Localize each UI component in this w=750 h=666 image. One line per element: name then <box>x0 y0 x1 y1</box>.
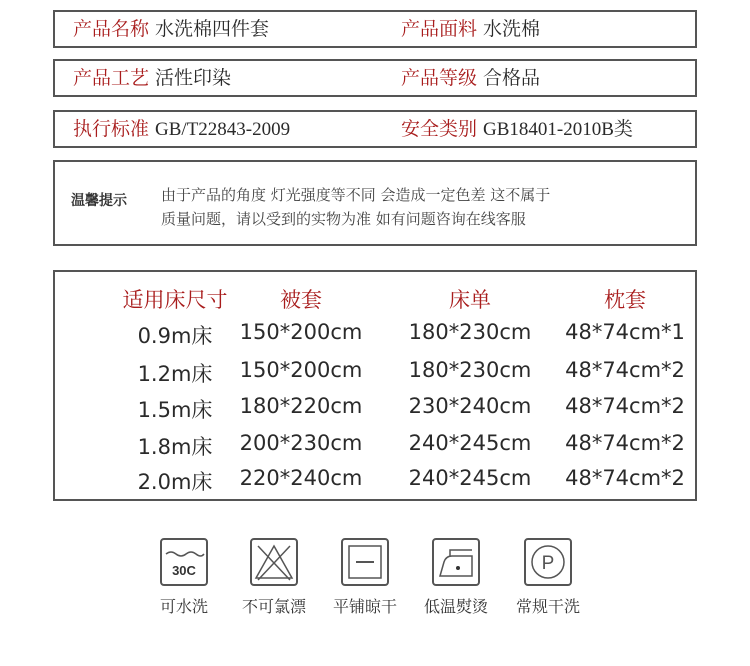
table-cell: 180*230cm <box>408 320 532 344</box>
flat-dry-icon <box>341 538 389 586</box>
table-cell: 1.5m床 <box>137 398 213 422</box>
header-bed-sheet: 床单 <box>449 288 491 312</box>
value-fabric: 水洗棉 <box>483 18 541 40</box>
label-grade: 产品等级 <box>401 67 478 89</box>
table-cell: 150*200cm <box>239 320 363 344</box>
wash-temperature: 30C <box>172 563 196 578</box>
value-standard: GB/T22843-2009 <box>155 119 291 140</box>
care-item-low-iron <box>411 538 501 617</box>
size-table <box>53 270 697 501</box>
low-iron-icon <box>432 538 480 586</box>
notice-title: 温馨提示 <box>71 193 127 209</box>
spec-cell-safety <box>401 112 633 146</box>
header-duvet-cover: 被套 <box>280 288 322 312</box>
notice-box <box>53 160 697 246</box>
no-bleach-icon <box>250 538 298 586</box>
label-safety: 安全类别 <box>401 118 478 140</box>
table-cell: 48*74cm*2 <box>565 431 685 455</box>
notice-text <box>161 183 550 231</box>
table-cell: 0.9m床 <box>137 324 213 348</box>
table-cell: 240*245cm <box>408 431 532 455</box>
table-cell: 180*230cm <box>408 358 532 382</box>
spec-cell-grade <box>401 61 540 95</box>
wash-30c-icon <box>160 538 208 586</box>
spec-cell-product-name <box>73 12 269 46</box>
label-fabric: 产品面料 <box>401 18 478 40</box>
spec-cell-process <box>73 61 231 95</box>
care-label-wash: 可水洗 <box>159 597 208 616</box>
care-item-flat-dry <box>320 538 410 617</box>
table-cell: 48*74cm*2 <box>565 466 685 490</box>
label-process: 产品工艺 <box>73 67 150 89</box>
spec-cell-standard <box>73 112 290 146</box>
label-standard: 执行标准 <box>73 118 150 140</box>
care-label-flat-dry: 平铺晾干 <box>332 597 397 616</box>
table-cell: 2.0m床 <box>137 470 213 494</box>
dry-clean-p-icon <box>524 538 572 586</box>
value-process: 活性印染 <box>155 67 232 89</box>
table-cell: 1.8m床 <box>137 435 213 459</box>
dry-clean-letter: P <box>541 553 555 574</box>
spec-cell-fabric <box>401 12 540 46</box>
care-label-no-bleach: 不可氯漂 <box>241 597 306 616</box>
table-cell: 150*200cm <box>239 358 363 382</box>
care-label-dry-clean: 常规干洗 <box>515 597 580 616</box>
notice-line-2: 质量问题，请以受到的实物为准 如有问题咨询在线客服 <box>161 210 526 228</box>
table-cell: 200*230cm <box>239 431 363 455</box>
care-item-dry-clean <box>503 538 593 617</box>
table-cell: 180*220cm <box>239 394 363 418</box>
value-grade: 合格品 <box>483 67 541 89</box>
value-product-name: 水洗棉四件套 <box>155 18 270 40</box>
table-cell: 1.2m床 <box>137 362 213 386</box>
spec-row-standard-safety <box>53 110 697 148</box>
care-item-wash <box>139 538 229 617</box>
table-cell: 48*74cm*1 <box>565 320 685 344</box>
care-label-low-iron: 低温熨烫 <box>423 597 488 616</box>
table-cell: 230*240cm <box>408 394 532 418</box>
notice-line-1: 由于产品的角度 灯光强度等不同 会造成一定色差 这不属于 <box>161 186 551 204</box>
table-cell: 220*240cm <box>239 466 363 490</box>
label-product-name: 产品名称 <box>73 18 150 40</box>
table-cell: 240*245cm <box>408 466 532 490</box>
header-pillowcase: 枕套 <box>604 288 646 312</box>
table-cell: 48*74cm*2 <box>565 358 685 382</box>
value-safety: GB18401-2010B类 <box>483 119 633 140</box>
spec-row-process-grade <box>53 59 697 97</box>
spec-row-name-fabric <box>53 10 697 48</box>
header-bed-size: 适用床尺寸 <box>122 288 228 312</box>
care-item-no-bleach <box>229 538 319 617</box>
table-cell: 48*74cm*2 <box>565 394 685 418</box>
